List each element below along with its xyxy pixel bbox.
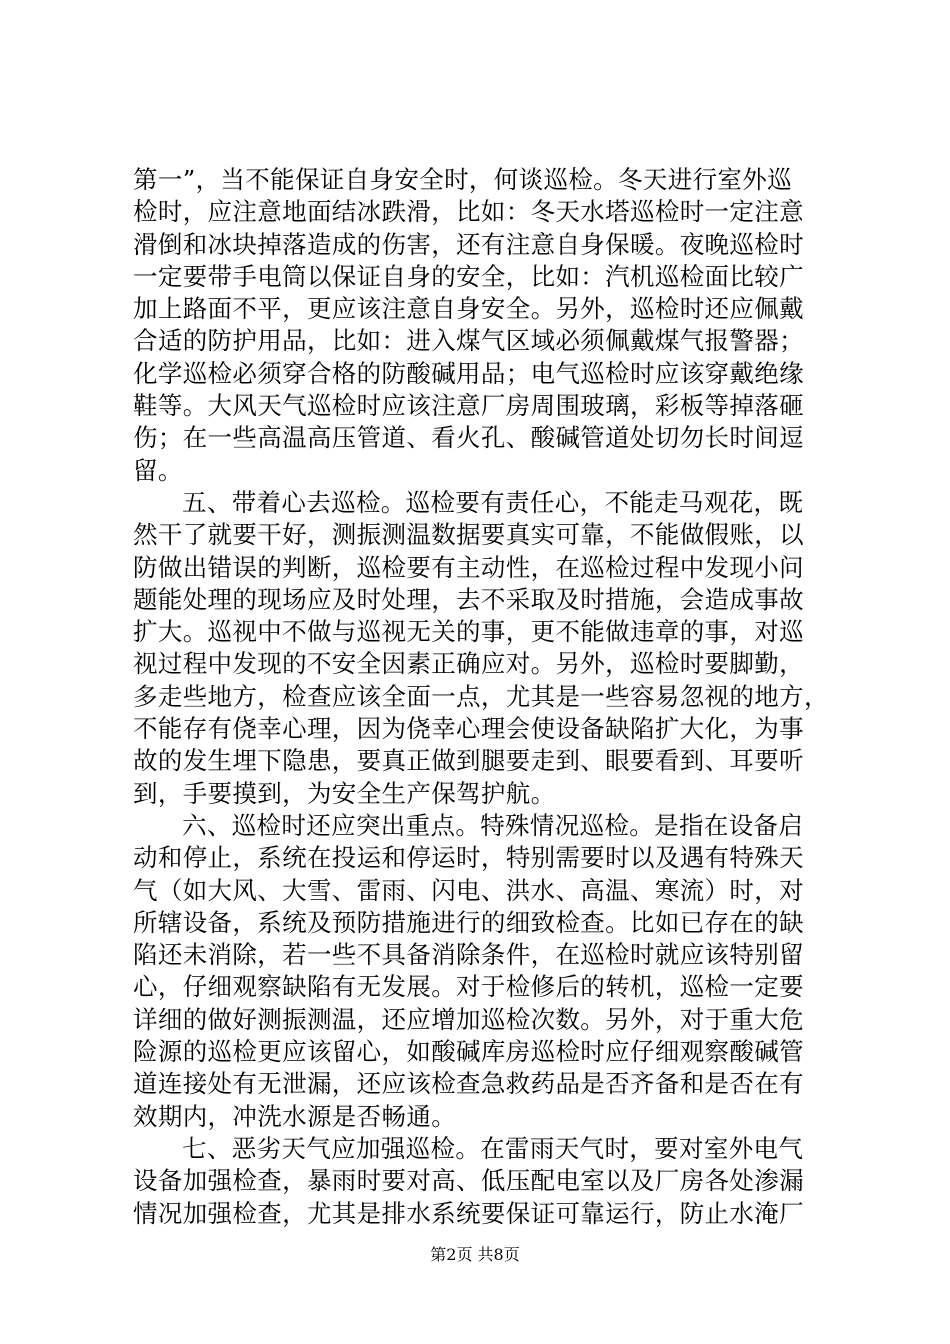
text-line-26: 心，仔细观察缺陷有无发展。对于检修后的转机，巡检一定要	[133, 972, 804, 1002]
text-line-9: 伤；在一些高温高压管道、看火孔、酸碱管道处切勿长时间逗	[133, 423, 804, 453]
text-line-12: 然干了就要干好，测振测温数据要真实可靠，不能做假账，以	[133, 520, 804, 550]
text-line-7: 化学巡检必须穿合格的防酸碱用品；电气巡检时应该穿戴绝缘	[133, 358, 804, 388]
text-line-10: 留。	[133, 455, 183, 485]
text-line-6: 合适的防护用品，比如：进入煤气区域必须佩戴煤气报警器；	[133, 326, 804, 356]
page-number-footer: 第2页 共8页	[430, 1245, 520, 1264]
text-line-18: 不能存有侥幸心理，因为侥幸心理会使设备缺陷扩大化，为事	[133, 714, 804, 744]
text-line-5: 加上路面不平，更应该注意自身安全。另外，巡检时还应佩戴	[133, 294, 804, 324]
text-line-28: 险源的巡检更应该留心，如酸碱库房巡检时应仔细观察酸碱管	[133, 1037, 804, 1067]
text-line-13: 防做出错误的判断，巡检要有主动性，在巡检过程中发现小问	[133, 552, 804, 582]
paragraph-6-start: 六、巡检时还应突出重点。特殊情况巡检。是指在设备启	[182, 810, 804, 840]
paragraph-5-start: 五、带着心去巡检。巡检要有责任心，不能走马观花，既	[182, 487, 804, 517]
text-line-17: 多走些地方，检查应该全面一点，尤其是一些容易忽视的地方，	[133, 681, 829, 711]
text-line-32: 设备加强检查，暴雨时要对高、低压配电室以及厂房各处渗漏	[133, 1166, 804, 1196]
text-line-14: 题能处理的现场应及时处理，去不采取及时措施，会造成事故	[133, 584, 804, 614]
text-line-33: 情况加强检查，尤其是排水系统要保证可靠运行，防止水淹厂	[133, 1198, 804, 1228]
text-line-1: 第一”，当不能保证自身安全时，何谈巡检。冬天进行室外巡	[133, 165, 792, 194]
text-line-8: 鞋等。大风天气巡检时应该注意厂房周围玻璃，彩板等掉落砸	[133, 391, 804, 421]
text-line-2: 检时，应注意地面结冰跌滑，比如：冬天水塔巡检时一定注意	[133, 197, 804, 227]
text-line-27: 详细的做好测振测温，还应增加巡检次数。另外，对于重大危	[133, 1004, 804, 1034]
text-line-3: 滑倒和冰块掉落造成的伤害，还有注意自身保暖。夜晚巡检时	[133, 229, 804, 259]
document-body	[133, 164, 845, 1230]
text-line-24: 所辖设备，系统及预防措施进行的细致检查。比如已存在的缺	[133, 907, 804, 937]
text-line-20: 到，手要摸到，为安全生产保驾护航。	[133, 778, 556, 808]
text-line-16: 视过程中发现的不安全因素正确应对。另外，巡检时要脚勤，	[133, 649, 804, 679]
paragraph-7-start: 七、恶劣天气应加强巡检。在雷雨天气时，要对室外电气	[182, 1133, 804, 1163]
text-line-22: 动和停止，系统在投运和停运时，特别需要时以及遇有特殊天	[133, 843, 804, 873]
text-line-23: 气（如大风、大雪、雷雨、闪电、洪水、高温、寒流）时，对	[133, 875, 804, 905]
text-line-30: 效期内，冲洗水源是否畅通。	[133, 1101, 457, 1131]
text-line-15: 扩大。巡视中不做与巡视无关的事，更不能做违章的事，对巡	[133, 617, 804, 647]
text-line-4: 一定要带手电筒以保证自身的安全，比如：汽机巡检面比较广	[133, 261, 804, 291]
text-line-29: 道连接处有无泄漏，还应该检查急救药品是否齐备和是否在有	[133, 1069, 804, 1099]
text-line-19: 故的发生埋下隐患，要真正做到腿要走到、眼要看到、耳要听	[133, 746, 804, 776]
text-line-25: 陷还未消除，若一些不具备消除条件，在巡检时就应该特别留	[133, 940, 804, 970]
